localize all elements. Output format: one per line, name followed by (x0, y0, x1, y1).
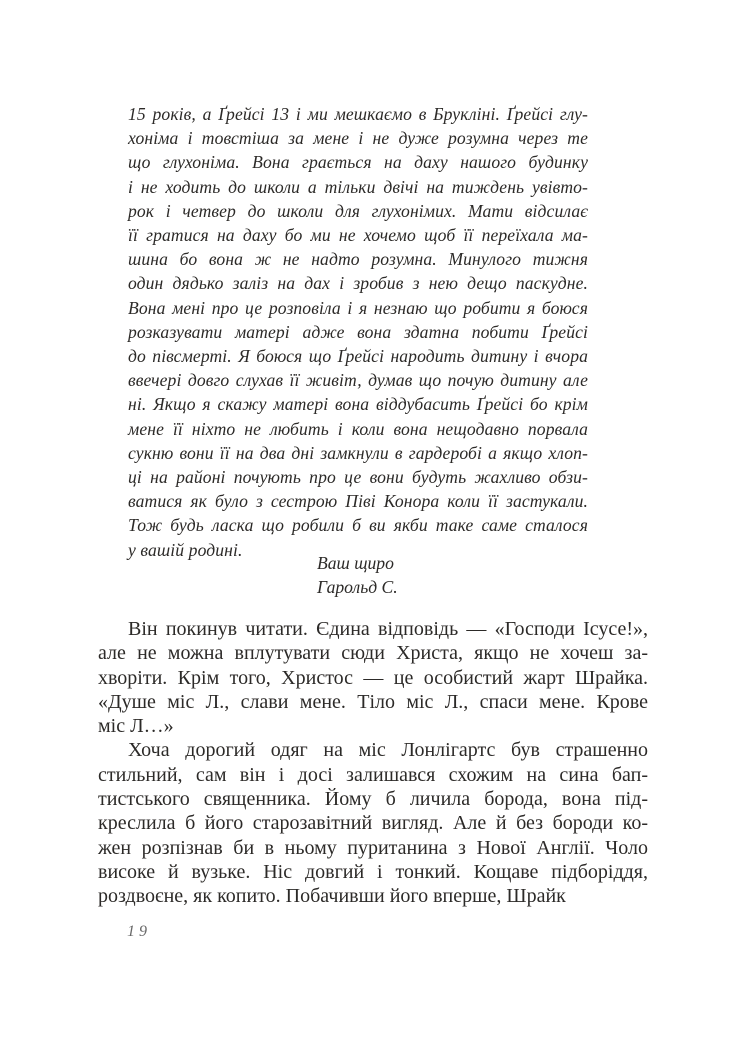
text-line: тистського священника. Йому б личила борода, вона під- (98, 788, 648, 811)
letter-line: хоніма і товстіша за мене і не дуже розумна через те (128, 128, 588, 149)
text-line: міс Л…» (98, 715, 174, 738)
letter-line: Тож будь ласка що робили б ви якби таке саме сталося (128, 515, 588, 536)
letter-line: що глухоніма. Вона грається на даху нашого будинку (128, 152, 588, 173)
narration-paragraph (98, 738, 648, 908)
letter-line: її гратися на даху бо ми не хочемо щоб її переїхала ма- (128, 225, 588, 246)
narration-text (98, 617, 648, 909)
letter-line: 15 років, а Ґрейсі 13 і ми мешкаємо в Брукліні. Ґрейсі глу- (128, 104, 588, 124)
letter-line: ввечері довго слухав її живіт, думав що почую дитину але (128, 370, 588, 391)
text-line: високе й вузьке. Ніс довгий і тонкий. Кощаве підборіддя, (98, 860, 648, 883)
letter-line: шина бо вона ж не надто розумна. Минулого тижня (128, 249, 588, 270)
letter-line: рок і четвер до школи для глухонімих. Мати відсилає (128, 200, 588, 221)
letter-line: і не ходить до школи а тільки двічі на тиждень увівто- (128, 176, 588, 197)
letter-line: у вашій родині. (128, 539, 243, 560)
text-line: але не можна вплутувати сюди Христа, якщо не хочеш за- (98, 642, 648, 665)
letter-line: ці на районі почують про це вони будуть жахливо обзи- (128, 467, 588, 488)
letter-line: один дядько заліз на дах і зробив з нею дещо паскудне. (128, 273, 588, 294)
letter-line: Вона мені про це розповіла і я незнаю що робити я боюся (128, 297, 588, 318)
letter-signature (317, 551, 398, 599)
narration-paragraph (98, 617, 648, 738)
text-line: жен розпізнав би в ньому пуританина з Нової Англії. Чоло (98, 836, 648, 859)
text-line: хворіти. Крім того, Христос — це особистий жарт Шрайка. (98, 666, 648, 689)
letter-line: ватися як було з сестрою Піві Конора коли її застукали. (128, 491, 588, 512)
letter-line: розказувати матері адже вона здатна побити Ґрейсі (128, 321, 588, 342)
letter-line: до півсмерті. Я боюся що Ґрейсі народить дитину і вчора (128, 346, 588, 367)
letter-line: ні. Якщо я скажу матері вона віддубасить Ґрейсі бо крім (128, 394, 588, 415)
page-number: 19 (127, 923, 151, 940)
signature-closing: Ваш щиро (317, 553, 394, 573)
text-line: креслила б його старозавітний вигляд. Але й без бороди ко- (98, 812, 648, 835)
text-line: «Душе міс Л., слави мене. Тіло міс Л., спаси мене. Крове (98, 690, 648, 713)
signature-name: Гарольд С. (317, 577, 398, 598)
letter-line: сукню вони її на два дні замкнули в гардеробі а якщо хлоп- (128, 442, 588, 463)
letter-line: мене її ніхто не любить і коли вона нещодавно порвала (128, 418, 588, 439)
text-line: Він покинув читати. Єдина відповідь — «Господи Ісусе!», (128, 618, 648, 640)
text-line: Хоча дорогий одяг на міс Лонлігартс був страшенно (128, 739, 648, 762)
letter-excerpt (128, 102, 588, 562)
text-line: роздвоєне, як копито. Побачивши його вперше, Шрайк (98, 885, 566, 908)
text-line: стильний, сам він і досі залишався схожим на сина бап- (98, 763, 648, 786)
